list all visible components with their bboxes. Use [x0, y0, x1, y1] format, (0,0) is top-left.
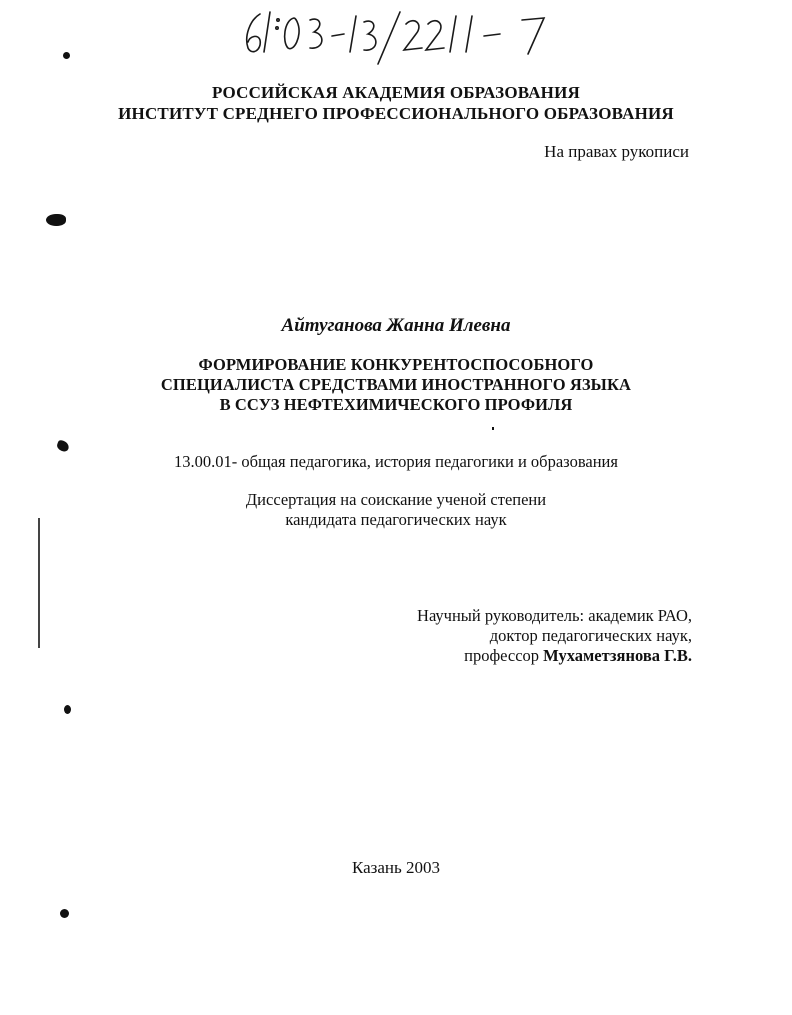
specialty-code: 13.00.01- общая педагогика, история педагогики и образования — [174, 452, 618, 471]
dissertation-title-line-1: ФОРМИРОВАНИЕ КОНКУРЕНТОСПОСОБНОГО — [198, 355, 594, 374]
advisor-line-2: доктор педагогических наук, — [489, 626, 692, 645]
dissertation-title-line-3: В ССУЗ НЕФТЕХИМИЧЕСКОГО ПРОФИЛЯ — [219, 395, 573, 414]
scan-speck — [46, 214, 66, 226]
dissertation-title-line-2: СПЕЦИАЛИСТА СРЕДСТВАМИ ИНОСТРАННОГО ЯЗЫКА — [160, 375, 632, 394]
handwritten-code-inscription — [232, 6, 562, 66]
scan-speck — [60, 909, 69, 918]
binding-line — [38, 518, 40, 648]
degree-line-2: кандидата педагогических наук — [285, 510, 507, 529]
manuscript-rights-note: На правах рукописи — [544, 142, 689, 161]
scan-speck — [63, 52, 70, 59]
scan-speck — [64, 705, 71, 714]
scan-speck — [56, 439, 71, 453]
author-name: Айтуганова Жанна Илевна — [281, 315, 511, 336]
advisor-title: профессор — [464, 646, 544, 665]
advisor-name: Мухаметзянова Г.В. — [543, 646, 692, 665]
degree-line-1: Диссертация на соискание ученой степени — [245, 490, 547, 509]
scan-speck — [492, 427, 494, 430]
organization-name: РОССИЙСКАЯ АКАДЕМИЯ ОБРАЗОВАНИЯ — [211, 83, 581, 102]
advisor-line-3 — [464, 646, 692, 666]
institute-name: ИНСТИТУТ СРЕДНЕГО ПРОФЕССИОНАЛЬНОГО ОБРАЗОВАНИЯ — [118, 104, 674, 123]
city-year: Казань 2003 — [351, 858, 441, 877]
advisor-line-1: Научный руководитель: академик РАО, — [417, 606, 692, 625]
